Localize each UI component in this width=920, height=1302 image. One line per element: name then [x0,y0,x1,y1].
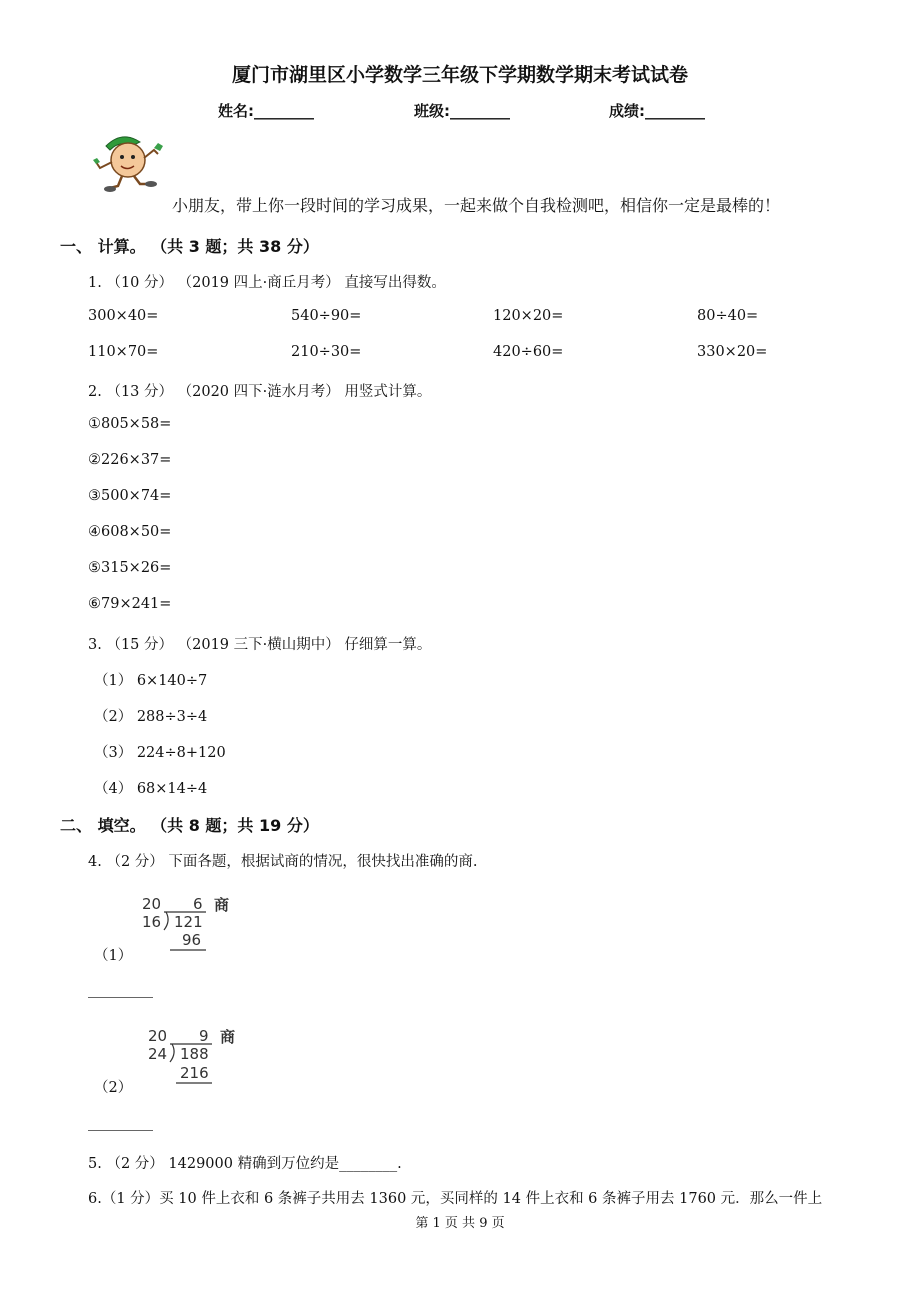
figure-word: 商 [214,896,230,914]
question-2-stem: 2. （13 分） （2020 四下·涟水月考） 用竖式计算。 [88,384,432,400]
answer-blank [88,997,153,998]
question-6-stem: 6.（1 分）买 10 件上衣和 6 条裤子共用去 1360 元，买同样的 14 件上衣和 6 条裤子用去 1760 元．那么一件上 [88,1191,823,1207]
division-figure-1 [138,894,234,956]
q2-item: ④608×50= [88,524,172,540]
question-4-stem: 4. （2 分） 下面各题，根据试商的情况，很快找出准确的商. [88,854,478,870]
q2-item: ⑥79×241= [88,596,172,612]
answer-blank [88,1130,153,1131]
q4-part-label: （2） [94,1080,133,1096]
intro-text: 小朋友，带上你一段时间的学习成果，一起来做个自我检测吧，相信你一定是最棒的！ [172,196,781,215]
section-1-heading: 一、 计算。 （共 3 题；共 38 分） [60,237,319,256]
figure-dividend: 188 [180,1045,209,1063]
page-title: 厦门市湖里区小学数学三年级下学期数学期末考试试卷 [231,64,688,86]
class-field [414,100,510,121]
question-3-stem: 3. （15 分） （2019 三下·横山期中） 仔细算一算。 [88,637,432,653]
figure-product: 96 [182,931,202,949]
figure-top: 20 [148,1027,168,1045]
class-label: 班级: [414,102,450,120]
figure-quotient: 9 [199,1027,209,1045]
q1-item: 300×40= [88,308,159,324]
q2-item: ②226×37= [88,452,172,468]
name-blank: ________ [254,102,314,120]
division-figure-2 [144,1026,242,1088]
figure-word: 商 [220,1028,236,1046]
figure-dividend: 121 [174,913,203,931]
q1-item: 210÷30= [291,344,362,360]
q3-item: （4） 68×14÷4 [94,781,208,797]
question-1-stem: 1. （10 分） （2019 四上·商丘月考） 直接写出得数。 [88,275,446,291]
score-label: 成绩: [609,102,645,120]
class-blank: ________ [450,102,510,120]
q4-part-label: （1） [94,948,133,964]
q2-item: ①805×58= [88,416,172,432]
q3-item: （3） 224÷8+120 [94,745,226,761]
q1-item: 80÷40= [697,308,759,324]
mascot-icon [92,128,168,194]
figure-divisor: 16 [142,913,162,931]
q1-item: 120×20= [493,308,564,324]
section-2-heading: 二、 填空。 （共 8 题；共 19 分） [60,816,319,835]
score-field [609,100,705,121]
q3-item: （2） 288÷3÷4 [94,709,208,725]
score-blank: ________ [645,102,705,120]
question-5-stem: 5. （2 分） 1429000 精确到万位约是________. [88,1156,402,1172]
q1-item: 110×70= [88,344,159,360]
name-field [218,100,314,121]
q3-item: （1） 6×140÷7 [94,673,208,689]
q1-item: 540÷90= [291,308,362,324]
figure-top: 20 [142,895,162,913]
figure-product: 216 [180,1064,209,1082]
figure-divisor: 24 [148,1045,168,1063]
name-label: 姓名: [218,102,254,120]
page-footer: 第 1 页 共 9 页 [415,1216,505,1231]
figure-quotient: 6 [193,895,203,913]
q2-item: ⑤315×26= [88,560,172,576]
q2-item: ③500×74= [88,488,172,504]
q1-item: 330×20= [697,344,768,360]
q1-item: 420÷60= [493,344,564,360]
